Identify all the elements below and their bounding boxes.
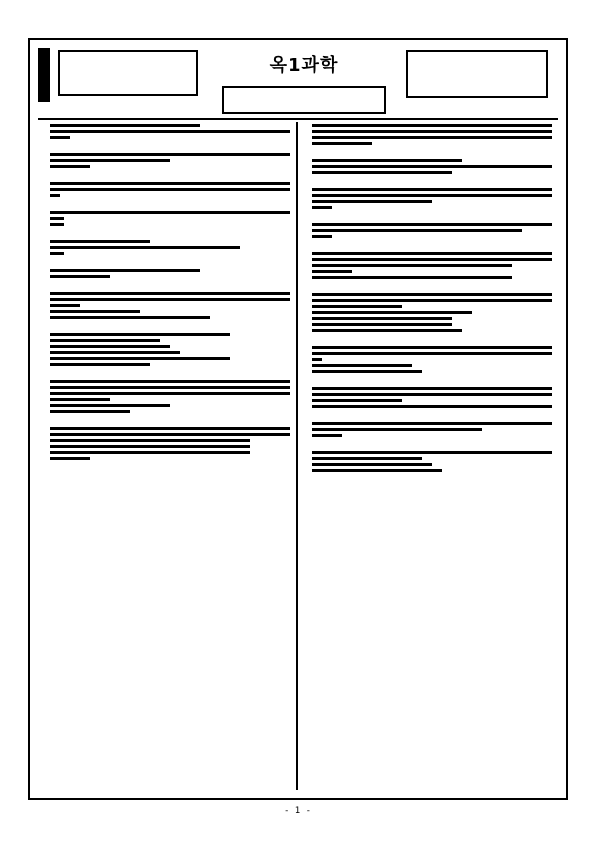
question-item (50, 153, 296, 168)
header-accent-bar (38, 48, 50, 102)
question-item (50, 182, 296, 197)
question-item (50, 292, 296, 319)
question-item (312, 159, 558, 174)
question-item (312, 387, 558, 408)
column-divider (296, 122, 298, 790)
question-item (312, 293, 558, 332)
question-item (50, 269, 296, 278)
header-right-box (406, 50, 548, 98)
question-item (50, 124, 296, 139)
question-item (312, 451, 558, 472)
right-column (312, 124, 558, 486)
question-item (312, 124, 558, 145)
page-title: 옥1과학 (269, 55, 339, 76)
page-number: - 1 - (283, 806, 312, 816)
left-column (50, 124, 296, 474)
question-item (50, 211, 296, 226)
question-item (50, 380, 296, 413)
question-item (312, 422, 558, 437)
header-rule (38, 118, 558, 120)
question-item (312, 252, 558, 279)
question-item (312, 346, 558, 373)
question-item (312, 188, 558, 209)
question-item (50, 333, 296, 366)
header-left-box (58, 50, 198, 96)
question-item (50, 240, 296, 255)
question-item (50, 427, 296, 460)
question-item (312, 223, 558, 238)
title-subbox (222, 86, 386, 114)
